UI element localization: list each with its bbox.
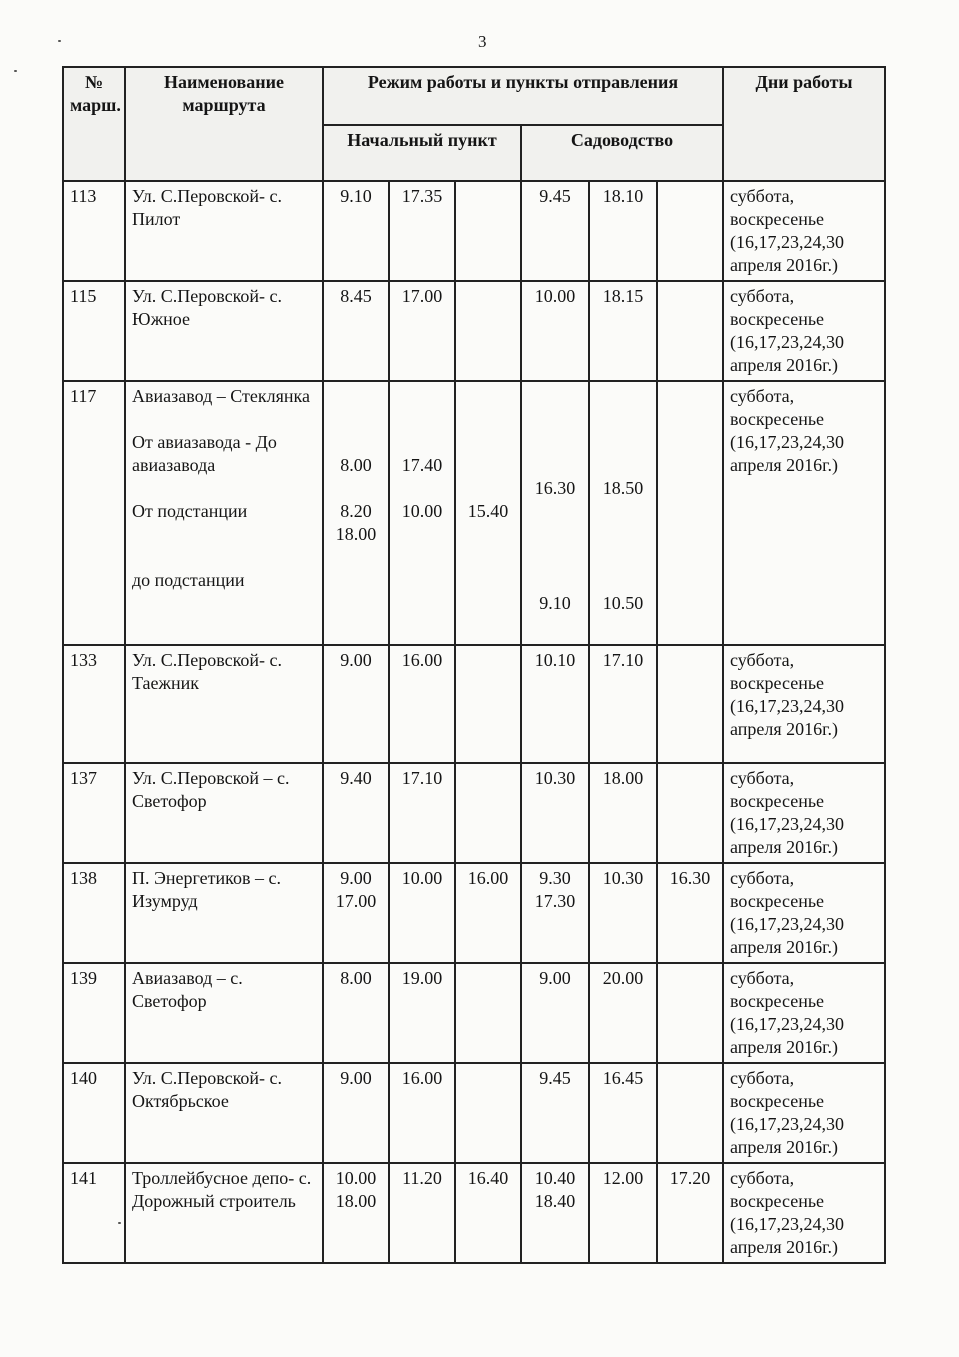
page-number: 3 <box>478 32 487 51</box>
header-work-mode: Режим работы и пункты отправления <box>323 67 723 125</box>
start-time: 16.00 <box>389 645 455 763</box>
route-subsection: до подстанции <box>132 570 245 590</box>
garden-time: 10.00 <box>521 281 589 381</box>
garden-time-value: 18.50 <box>602 478 644 498</box>
route-number: 138 <box>63 863 125 963</box>
table-row <box>63 763 885 863</box>
route-name-main: Авиазавод – Стеклянка <box>132 386 310 406</box>
route-name: Авиазавод – с. Светофор <box>125 963 323 1063</box>
start-time: 9.00 <box>323 1063 389 1163</box>
garden-time-value: 16.30 <box>534 478 576 498</box>
header-start-point: Начальный пункт <box>323 125 521 181</box>
scan-speck <box>58 40 61 42</box>
route-number: 139 <box>63 963 125 1063</box>
garden-time: 16.30 <box>657 863 723 963</box>
start-time: 17.35 <box>389 181 455 281</box>
garden-time <box>657 281 723 381</box>
garden-time: 18.10 <box>589 181 657 281</box>
route-subsection: От подстанции <box>132 501 248 521</box>
start-time <box>323 381 389 645</box>
start-time <box>455 963 521 1063</box>
start-time: 9.10 <box>323 181 389 281</box>
work-days: суббота, воскресенье (16,17,23,24,30 апреля 2016г.) <box>723 281 885 381</box>
garden-time: 17.10 <box>589 645 657 763</box>
start-time <box>455 645 521 763</box>
route-schedule-table <box>62 66 886 1264</box>
route-name: П. Энергетиков – с. Изумруд <box>125 863 323 963</box>
route-subsection: От авиазавода - До авиазавода <box>132 432 277 475</box>
garden-time: 20.00 <box>589 963 657 1063</box>
garden-time-value: 10.50 <box>602 593 644 613</box>
start-time: 17.00 <box>389 281 455 381</box>
start-time-value: 8.00 <box>340 455 372 475</box>
work-days: суббота, воскресенье (16,17,23,24,30 апреля 2016г.) <box>723 645 885 763</box>
work-days: суббота, воскресенье (16,17,23,24,30 апреля 2016г.) <box>723 181 885 281</box>
garden-time: 10.10 <box>521 645 589 763</box>
start-time: 17.10 <box>389 763 455 863</box>
garden-time: 18.00 <box>589 763 657 863</box>
route-name: Ул. С.Перовской- с. Пилот <box>125 181 323 281</box>
start-time: 8.00 <box>323 963 389 1063</box>
header-route-name: Наименование маршрута <box>125 67 323 181</box>
header-work-days: Дни работы <box>723 67 885 181</box>
header-garden: Садоводство <box>521 125 723 181</box>
garden-time <box>657 645 723 763</box>
route-number: 137 <box>63 763 125 863</box>
route-number: 140 <box>63 1063 125 1163</box>
route-name: Троллейбусное депо- с. Дорожный строитель <box>125 1163 323 1263</box>
start-time: 9.40 <box>323 763 389 863</box>
route-name: Ул. С.Перовской – с. Светофор <box>125 763 323 863</box>
garden-time: 12.00 <box>589 1163 657 1263</box>
start-time: 16.00 <box>455 863 521 963</box>
garden-time <box>657 963 723 1063</box>
route-number: 141 <box>63 1163 125 1263</box>
garden-time <box>657 381 723 645</box>
table-row <box>63 1163 885 1263</box>
route-name: Ул. С.Перовской- с. Таежник <box>125 645 323 763</box>
start-time: 16.40 <box>455 1163 521 1263</box>
garden-time <box>657 763 723 863</box>
work-days: суббота, воскресенье (16,17,23,24,30 апреля 2016г.) <box>723 863 885 963</box>
garden-time: 18.15 <box>589 281 657 381</box>
start-time: 8.45 <box>323 281 389 381</box>
garden-time: 16.45 <box>589 1063 657 1163</box>
table-row <box>63 863 885 963</box>
garden-time: 10.30 <box>521 763 589 863</box>
route-name <box>125 381 323 645</box>
garden-time <box>657 181 723 281</box>
table-row <box>63 381 885 645</box>
work-days: суббота, воскресенье (16,17,23,24,30 апреля 2016г.) <box>723 763 885 863</box>
garden-time: 10.40 18.40 <box>521 1163 589 1263</box>
start-time <box>455 181 521 281</box>
start-time-value: 15.40 <box>467 501 509 521</box>
start-time <box>455 281 521 381</box>
garden-time: 9.45 <box>521 181 589 281</box>
start-time: 10.00 18.00 <box>323 1163 389 1263</box>
garden-time <box>657 1063 723 1163</box>
start-time <box>455 1063 521 1163</box>
route-name: Ул. С.Перовской- с. Октябрьское <box>125 1063 323 1163</box>
start-time: 11.20 <box>389 1163 455 1263</box>
start-time-value: 8.20 18.00 <box>335 501 377 544</box>
garden-time <box>521 381 589 645</box>
route-number: 133 <box>63 645 125 763</box>
start-time <box>455 381 521 645</box>
table-row <box>63 1063 885 1163</box>
start-time-value: 17.40 <box>401 455 443 475</box>
garden-time: 17.20 <box>657 1163 723 1263</box>
start-time: 19.00 <box>389 963 455 1063</box>
work-days: суббота, воскресенье (16,17,23,24,30 апреля 2016г.) <box>723 1063 885 1163</box>
garden-time: 10.30 <box>589 863 657 963</box>
start-time-value: 10.00 <box>401 501 443 521</box>
route-number: 115 <box>63 281 125 381</box>
work-days: суббота, воскресенье (16,17,23,24,30 апреля 2016г.) <box>723 381 885 645</box>
start-time: 9.00 17.00 <box>323 863 389 963</box>
header-route-number: № марш. <box>63 67 125 181</box>
table-row <box>63 281 885 381</box>
scan-speck <box>14 70 17 72</box>
garden-time: 9.45 <box>521 1063 589 1163</box>
table-row <box>63 963 885 1063</box>
table-row <box>63 181 885 281</box>
garden-time: 9.30 17.30 <box>521 863 589 963</box>
start-time: 10.00 <box>389 863 455 963</box>
route-number: 117 <box>63 381 125 645</box>
work-days: суббота, воскресенье (16,17,23,24,30 апреля 2016г.) <box>723 1163 885 1263</box>
start-time <box>389 381 455 645</box>
route-number: 113 <box>63 181 125 281</box>
start-time: 16.00 <box>389 1063 455 1163</box>
start-time: 9.00 <box>323 645 389 763</box>
work-days: суббота, воскресенье (16,17,23,24,30 апреля 2016г.) <box>723 963 885 1063</box>
garden-time <box>589 381 657 645</box>
table-row <box>63 645 885 763</box>
start-time <box>455 763 521 863</box>
garden-time-value: 9.10 <box>539 593 571 613</box>
route-name: Ул. С.Перовской- с. Южное <box>125 281 323 381</box>
garden-time: 9.00 <box>521 963 589 1063</box>
